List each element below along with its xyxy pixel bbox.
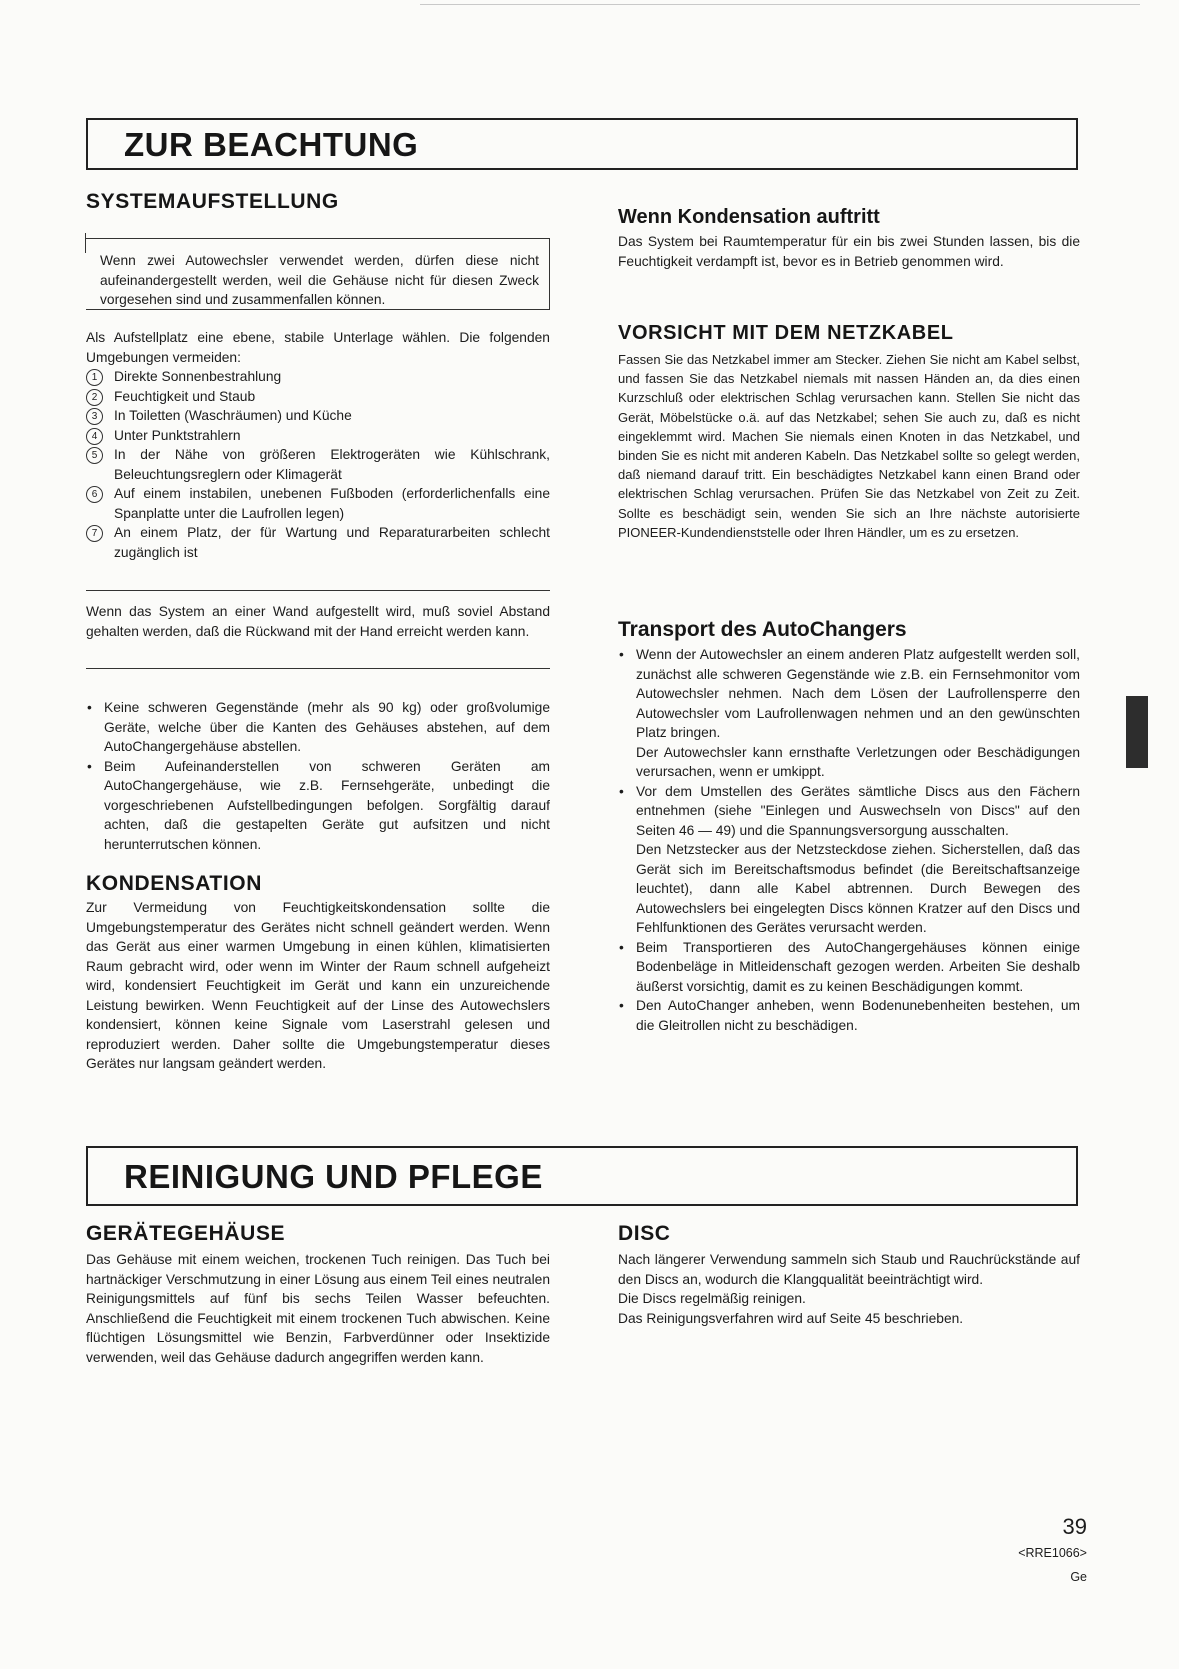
wall-note: Wenn das System an einer Wand aufgestellt wird, muß soviel Abstand gehalten werden, daß die Rückwand mit der Hand erreicht werden kann.	[86, 604, 550, 639]
disc-line: Das Reinigungsverfahren wird auf Seite 45 beschrieben.	[618, 1310, 964, 1326]
document-code: <RRE1066>	[1018, 1546, 1087, 1560]
item-number: 7	[86, 525, 103, 542]
language-code: Ge	[1070, 1570, 1087, 1584]
item-number: 1	[86, 369, 103, 386]
kondensation-block	[86, 898, 550, 1074]
list-item	[86, 387, 550, 407]
bullet-extra: Der Autowechsler kann ernsthafte Verletzungen oder Beschädigungen verursachen, wenn er umkippt.	[636, 744, 1080, 779]
list-item	[86, 426, 550, 446]
list-item	[86, 445, 550, 484]
geraetegehaeuse-text: Das Gehäuse mit einem weichen, trockenen Tuch reinigen. Das Tuch bei hartnäckiger Verschmutzung in einer Lösung aus einem Teil eines neutralen Reinigungsmittels auf fünf bis sechs Teilen Wasser befeuchten. Anschließend die Feuchtigkeit mit einem trockenen Tuch abwischen. Keine flüchtigen Lösungsmittel wie Benzin, Farbverdünner oder Insektizide verwenden, weil das Gehäuse dadurch angegriffen werden kann.	[86, 1252, 550, 1365]
kondensation-text: Zur Vermeidung von Feuchtigkeitskondensation sollte die Umgebungstemperatur des Gerätes nicht schnell geändert werden. Wenn das Gerät aus einer warmen Umgebung in einen kühlen, klimatisierten Raum gebracht wird, oder wenn im Winter der Raum schnell aufgeheizt wird, kondensiert Feuchtigkeit im Gerät und kann ein unzureichende Leistung bewirken. Wenn Feuchtigkeit auf der Linse des Autowechslers kondensiert, können keine Signale vom Laserstrahl gelesen und reproduziert werden. Daher sollte die Umgebungstemperatur dieses Gerätes nur langsam geändert werden.	[86, 900, 550, 1071]
list-item	[86, 367, 550, 387]
list-item: • Beim Aufeinanderstellen von schweren Geräten am AutoChangergehäuse, wie z.B. Fernsehgeräte, unbedingt die vorgeschriebenen Aufstellbedingungen befolgen. Sorgfältig darauf achten, daß die gestapelten Geräte gut aufsitzen und nicht herunterrutschen können.	[86, 757, 550, 855]
heading-geraetegehaeuse: GERÄTEGEHÄUSE	[86, 1222, 286, 1245]
bullet-main: Vor dem Umstellen des Gerätes sämtliche Discs aus den Fächern entnehmen (siehe "Einlegen und Auswechseln von Discs" auf den Seiten 46 — 49) und die Spannungsversorgung ausschalten.	[636, 783, 1080, 838]
item-text: Unter Punktstrahlern	[114, 427, 241, 443]
disc-line: Nach längerer Verwendung sammeln sich Staub und Rauchrückstände auf den Discs an, wodurch die Klangqualität beeinträchtigt wird.	[618, 1252, 1080, 1287]
section-title-reinigung: REINIGUNG UND PFLEGE	[124, 1158, 543, 1195]
section-title-box-beachtung	[86, 118, 1078, 170]
bullet-extra: Den Netzstecker aus der Netzsteckdose ziehen. Sicherstellen, daß das Gerät sich im Bereitschaftsmodus befindet (die Bereitschaftsanzeige leuchtet), dann alle Kabel abtrennen. Durch Bewegen des Autowechslers bei eingelegten Discs können Kratzer auf den Discs und Fehlfunktionen des Gerätes verursacht werden.	[636, 842, 1080, 935]
heading-systemaufstellung: SYSTEMAUFSTELLUNG	[86, 190, 339, 213]
item-text: An einem Platz, der für Wartung und Reparaturarbeiten schlecht zugänglich ist	[114, 525, 550, 560]
section-title-beachtung: ZUR BEACHTUNG	[124, 126, 419, 163]
heading-disc: DISC	[618, 1222, 671, 1245]
item-text: In Toiletten (Waschräumen) und Küche	[114, 408, 352, 423]
scan-top-line	[420, 4, 1140, 5]
item-number: 6	[86, 486, 103, 503]
placement-block	[86, 328, 550, 562]
item-number: 5	[86, 447, 103, 464]
heading-transport: Transport des AutoChangers	[618, 618, 907, 641]
netzkabel-text: Fassen Sie das Netzkabel immer am Stecker. Ziehen Sie nicht am Kabel selbst, und fassen Sie das Netzkabel niemals mit nassen Händen an, da dies einen Kurzschluß oder elektrischen Schlag verursachen kann. Stellen Sie nicht das Gerät, Möbelstücke o.ä. auf das Netzkabel; sehen Sie auch zu, daß es nicht eingeklemmt wird. Machen Sie niemals einen Knoten in das Netzkabel, und binden Sie es nicht mit anderen Kabeln. Das Netzkabel sollte so gelegt werden, daß niemand darauf tritt. Ein beschädigtes Netzkabel kann einen Brand oder elektrischen Schlag verursachen. Prüfen Sie das Netzkabel von Zeit zu Zeit. Sollte es beschädigt sein, wenden Sie sich an Ihre nächste autorisierte PIONEER-Kundendienststelle oder Ihren Händler, um es zu ersetzen.	[618, 352, 1080, 540]
wenn-kondensation-text: Das System bei Raumtemperatur für ein bis zwei Stunden lassen, bis die Feuchtigkeit verdampft ist, bevor es in Betrieb genommen wird.	[618, 234, 1080, 269]
stacking-bullets	[86, 698, 550, 854]
heading-netzkabel: VORSICHT MIT DEM NETZKABEL	[618, 322, 954, 344]
divider	[86, 590, 550, 591]
environment-list	[86, 367, 550, 562]
list-item	[86, 484, 550, 523]
transport-block	[618, 645, 1080, 1035]
divider	[86, 668, 550, 669]
disc-block	[618, 1250, 1080, 1328]
geraetegehaeuse-block	[86, 1250, 550, 1367]
list-item: • Keine schweren Gegenstände (mehr als 90 kg) oder großvolumige Geräte, welche über die Kanten des Gehäuses abstehen, auf dem AutoChangergehäuse abstellen.	[86, 698, 550, 757]
item-text: In der Nähe von größeren Elektrogeräten wie Kühlschrank, Beleuchtungsreglern oder Klimagerät	[114, 447, 550, 482]
list-item: • Den AutoChanger anheben, wenn Bodenunebenheiten bestehen, um die Gleitrollen nicht zu beschädigen.	[618, 996, 1080, 1035]
list-item	[618, 782, 1080, 938]
wall-note-block	[86, 602, 550, 641]
wenn-kondensation-block	[618, 232, 1080, 271]
item-text: Auf einem instabilen, unebenen Fußboden (erforderlichenfalls eine Spanplatte unter die Laufrollen legen)	[114, 486, 550, 521]
item-text: Feuchtigkeit und Staub	[114, 388, 256, 404]
list-item: • Beim Transportieren des AutoChangergehäuses können einige Bodenbeläge in Mitleidenschaft gezogen werden. Arbeiten Sie deshalb äußerst vorsichtig, damit es zu keinen Beschädigungen kommt.	[618, 938, 1080, 997]
item-number: 2	[86, 389, 103, 406]
heading-wenn-kondensation: Wenn Kondensation auftritt	[618, 206, 880, 228]
page-number: 39	[1062, 1514, 1087, 1539]
placement-intro: Als Aufstellplatz eine ebene, stabile Unterlage wählen. Die folgenden Umgebungen vermeiden:	[86, 330, 550, 365]
netzkabel-block	[618, 350, 1080, 542]
heading-kondensation: KONDENSATION	[86, 872, 262, 895]
thumb-index-mark	[1126, 696, 1148, 768]
item-number: 4	[86, 428, 103, 445]
list-item	[86, 406, 550, 426]
warning-text: Wenn zwei Autowechsler verwendet werden, dürfen diese nicht aufeinandergestellt werden, weil die Gehäuse nicht für diesen Zweck vorgesehen sind und zusammenfallen können.	[100, 253, 539, 307]
bullet-main: Wenn der Autowechsler an einem anderen Platz aufgestellt werden soll, zunächst alle schweren Gegenstände wie z.B. ein Fernsehmonitor vom Autowechsler nehmen. Nach dem Lösen der Laufrollensperre den Autowechsler vom Laufrollenwagen nehmen und an den gewünschten Platz bringen.	[636, 647, 1080, 740]
list-item	[86, 523, 550, 562]
disc-line: Die Discs regelmäßig reinigen.	[618, 1291, 806, 1306]
item-text: Direkte Sonnenbestrahlung	[114, 369, 282, 384]
warning-box	[86, 238, 550, 310]
list-item	[618, 645, 1080, 782]
section-title-box-reinigung	[86, 1146, 1078, 1206]
item-number: 3	[86, 408, 103, 425]
